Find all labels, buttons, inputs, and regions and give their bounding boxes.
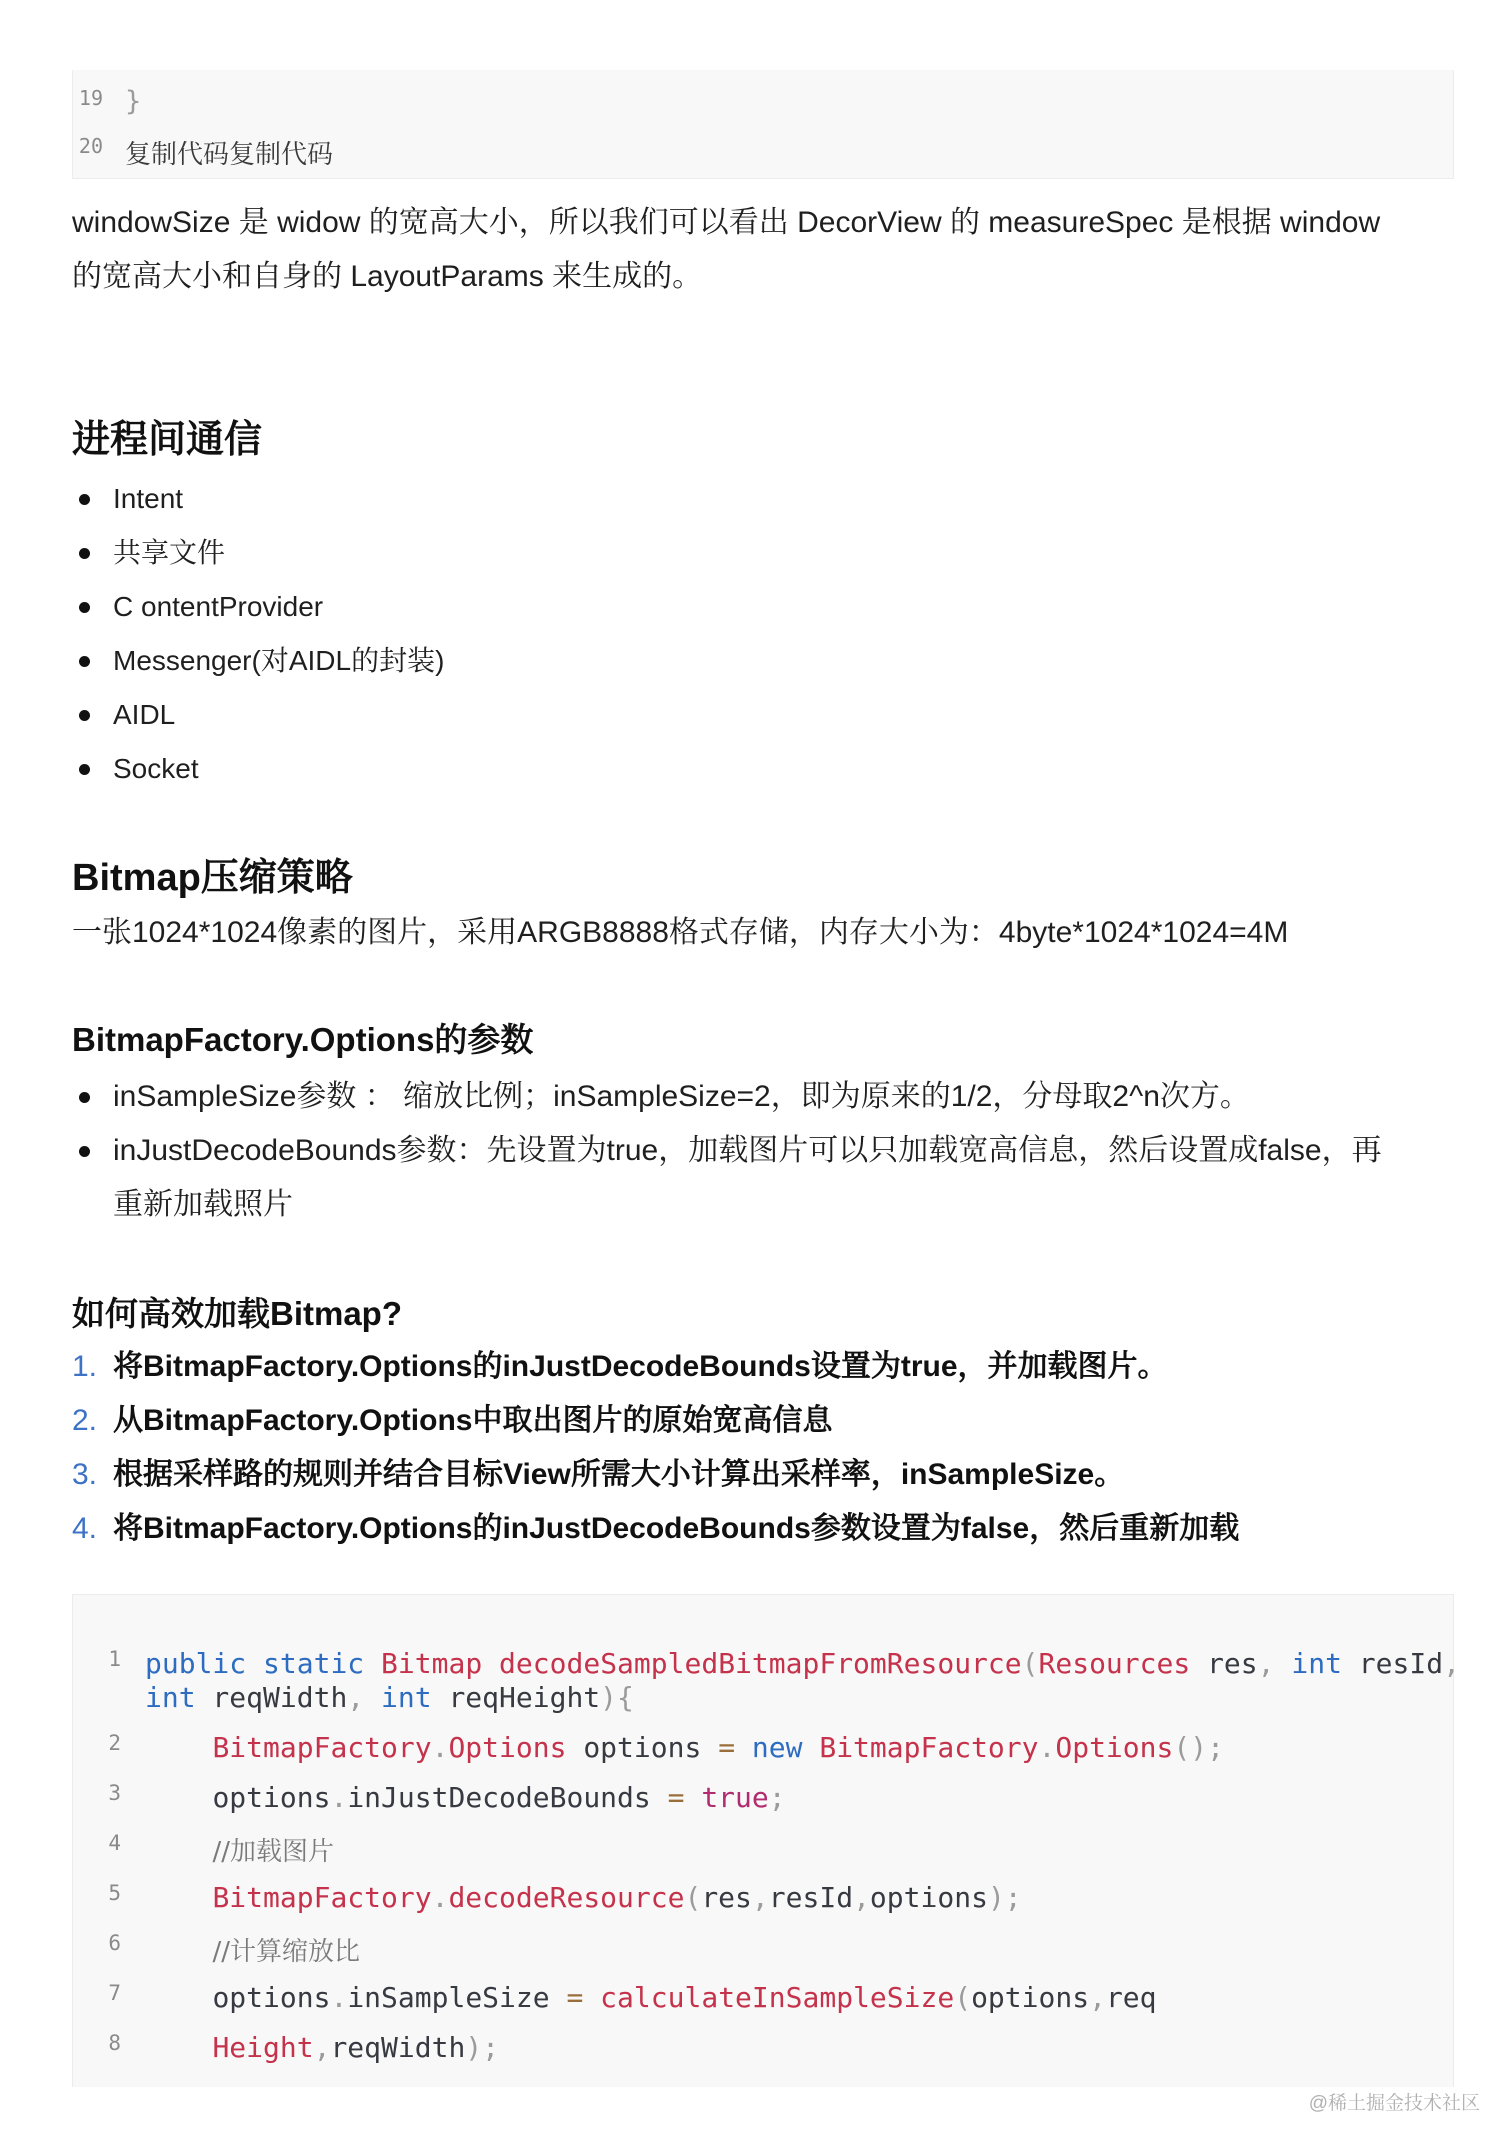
code-token: decodeResource (448, 1881, 685, 1914)
code-token: Bitmap (381, 1647, 483, 1680)
ipc-list (72, 472, 1452, 796)
code-token: = (718, 1731, 736, 1764)
code-token: reqHeight (431, 1681, 601, 1714)
code-token: , (313, 2031, 331, 2064)
options-list (72, 1070, 1452, 1232)
step-number: 4. (72, 1512, 98, 1545)
code-token: options (212, 1781, 331, 1814)
step-text: 将BitmapFactory.Options的inJustDecodeBounds设置为true，并加载图片。 (113, 1350, 1168, 1383)
list-item (72, 1502, 1452, 1556)
code-token: BitmapFactory (802, 1731, 1039, 1764)
code-token: inJustDecodeBounds (347, 1781, 668, 1814)
code-token: true (684, 1781, 769, 1814)
code-token: = (566, 1981, 584, 2014)
code-token: . (431, 1731, 449, 1764)
code-token: public (145, 1647, 247, 1680)
code-token: int (145, 1681, 196, 1714)
code-token: ); (987, 1881, 1022, 1914)
code-token: resId (1341, 1647, 1444, 1680)
efficient-steps (72, 1340, 1452, 1556)
code-token: . (431, 1881, 449, 1914)
intro-paragraph (72, 196, 1452, 304)
line-number: 5 (108, 1881, 121, 1905)
list-item: 共享文件 (72, 526, 1452, 580)
code-token: , (347, 1681, 382, 1714)
code-line (73, 1781, 786, 1814)
code-token: options (212, 1981, 331, 2014)
line-number: 7 (108, 1981, 121, 2005)
list-item-text: inSampleSize参数 ： 缩放比例；inSampleSize=2，即为原来的1/2，分母取2^n次方。 (113, 1080, 1250, 1113)
list-item: AIDL (72, 688, 1452, 742)
step-number: 3. (72, 1458, 98, 1491)
code-token: reqWidth (330, 2031, 466, 2064)
code-line (73, 1731, 1224, 1764)
code-token: . (330, 1781, 348, 1814)
list-item (72, 1070, 1452, 1124)
list-item: Intent (72, 472, 1452, 526)
section-title-efficient: 如何高效加载Bitmap? (72, 1295, 402, 1332)
list-item-text-cont: 重新加载照片 (113, 1188, 293, 1221)
code-token: , (853, 1881, 870, 1914)
code-token: res (701, 1881, 752, 1914)
code-token: . (330, 1981, 348, 2014)
code-token: ; (768, 1781, 786, 1814)
line-number: 8 (108, 2031, 121, 2055)
code-text: } (125, 86, 142, 117)
code-token: req (1105, 1981, 1157, 2014)
intro-line-2: 的宽高大小和自身的 LayoutParams 来生成的。 (72, 260, 703, 293)
list-item (72, 1124, 1452, 1232)
line-number: 20 (78, 134, 103, 158)
code-token: Options (448, 1731, 567, 1764)
code-token: options (869, 1881, 988, 1914)
code-comment: //加载图片 (212, 1837, 334, 1867)
code-token: reqWidth (195, 1681, 348, 1714)
code-token: ( (954, 1981, 972, 2014)
step-text: 从BitmapFactory.Options中取出图片的原始宽高信息 (113, 1404, 833, 1437)
code-line (73, 1931, 360, 1968)
line-number: 2 (108, 1731, 121, 1755)
code-token: (); (1173, 1731, 1224, 1764)
code-line (73, 86, 141, 117)
code-token: new (735, 1731, 803, 1764)
list-item: Messenger(对AIDL的封装) (72, 634, 1452, 688)
code-token: options (566, 1731, 719, 1764)
list-item: C ontentProvider (72, 580, 1452, 634)
code-token: , (751, 1881, 769, 1914)
list-item (72, 1340, 1452, 1394)
list-item (72, 1394, 1452, 1448)
code-token: BitmapFactory (212, 1881, 432, 1914)
code-token: decodeSampledBitmapFromResource (499, 1647, 1022, 1680)
code-line (73, 1831, 334, 1868)
code-token: = (667, 1781, 685, 1814)
line-number: 6 (108, 1931, 121, 1955)
intro-line-1: windowSize 是 widow 的宽高大小，所以我们可以看出 DecorView 的 measureSpec 是根据 window (72, 206, 1381, 239)
code-token: Resources (1038, 1647, 1191, 1680)
code-block-top (72, 70, 1454, 179)
code-token: calculateInSampleSize (583, 1981, 955, 2014)
code-token: ){ (600, 1681, 634, 1714)
code-token: res (1190, 1647, 1258, 1680)
code-token: options (971, 1981, 1090, 2014)
section-title-ipc: 进程间通信 (72, 419, 263, 461)
list-item-text: inJustDecodeBounds参数：先设置为true，加载图片可以只加载宽高信息，然后设置成false，再 (113, 1134, 1382, 1167)
watermark: @稀土掘金技术社区 (1308, 2093, 1480, 2114)
code-token: Options (1055, 1731, 1174, 1764)
line-number: 4 (108, 1831, 121, 1855)
step-number: 2. (72, 1404, 98, 1437)
code-token: ); (465, 2031, 500, 2064)
section-title-options: BitmapFactory.Options的参数 (72, 1021, 534, 1058)
section-title-bitmap: Bitmap压缩策略 (72, 857, 353, 899)
code-line (73, 1981, 1157, 2014)
step-number: 1. (72, 1350, 98, 1383)
code-token: ( (1021, 1647, 1039, 1680)
code-line (73, 1881, 1022, 1914)
bitmap-description: 一张1024*1024像素的图片，采用ARGB8888格式存储，内存大小为：4byte*1024*1024=4M (72, 916, 1289, 949)
code-token: , (1443, 1647, 1460, 1680)
code-token: ( (684, 1881, 702, 1914)
line-number: 19 (78, 86, 103, 110)
code-token: int (381, 1681, 432, 1714)
code-line (73, 1647, 1460, 1680)
code-comment: //计算缩放比 (212, 1937, 360, 1967)
list-item: Socket (72, 742, 1452, 796)
line-number: 1 (108, 1647, 121, 1671)
code-token: resId (768, 1881, 854, 1914)
code-token: . (1038, 1731, 1056, 1764)
code-token: Height (212, 2031, 314, 2064)
code-line (73, 2031, 499, 2064)
code-token: , (1089, 1981, 1106, 2014)
code-token: BitmapFactory (212, 1731, 432, 1764)
step-text: 根据采样路的规则并结合目标View所需大小计算出采样率，inSampleSize。 (113, 1458, 1125, 1491)
code-text: 复制代码复制代码 (125, 140, 334, 170)
list-item (72, 1448, 1452, 1502)
code-token: int (1291, 1647, 1342, 1680)
code-line-wrap (73, 1681, 634, 1714)
line-number: 3 (108, 1781, 121, 1805)
code-block (72, 1594, 1460, 2087)
step-text: 将BitmapFactory.Options的inJustDecodeBounds参数设置为false，然后重新加载 (113, 1512, 1240, 1545)
code-line (73, 134, 333, 171)
code-token: static (263, 1647, 365, 1680)
code-token: , (1257, 1647, 1292, 1680)
code-token: inSampleSize (347, 1981, 567, 2014)
